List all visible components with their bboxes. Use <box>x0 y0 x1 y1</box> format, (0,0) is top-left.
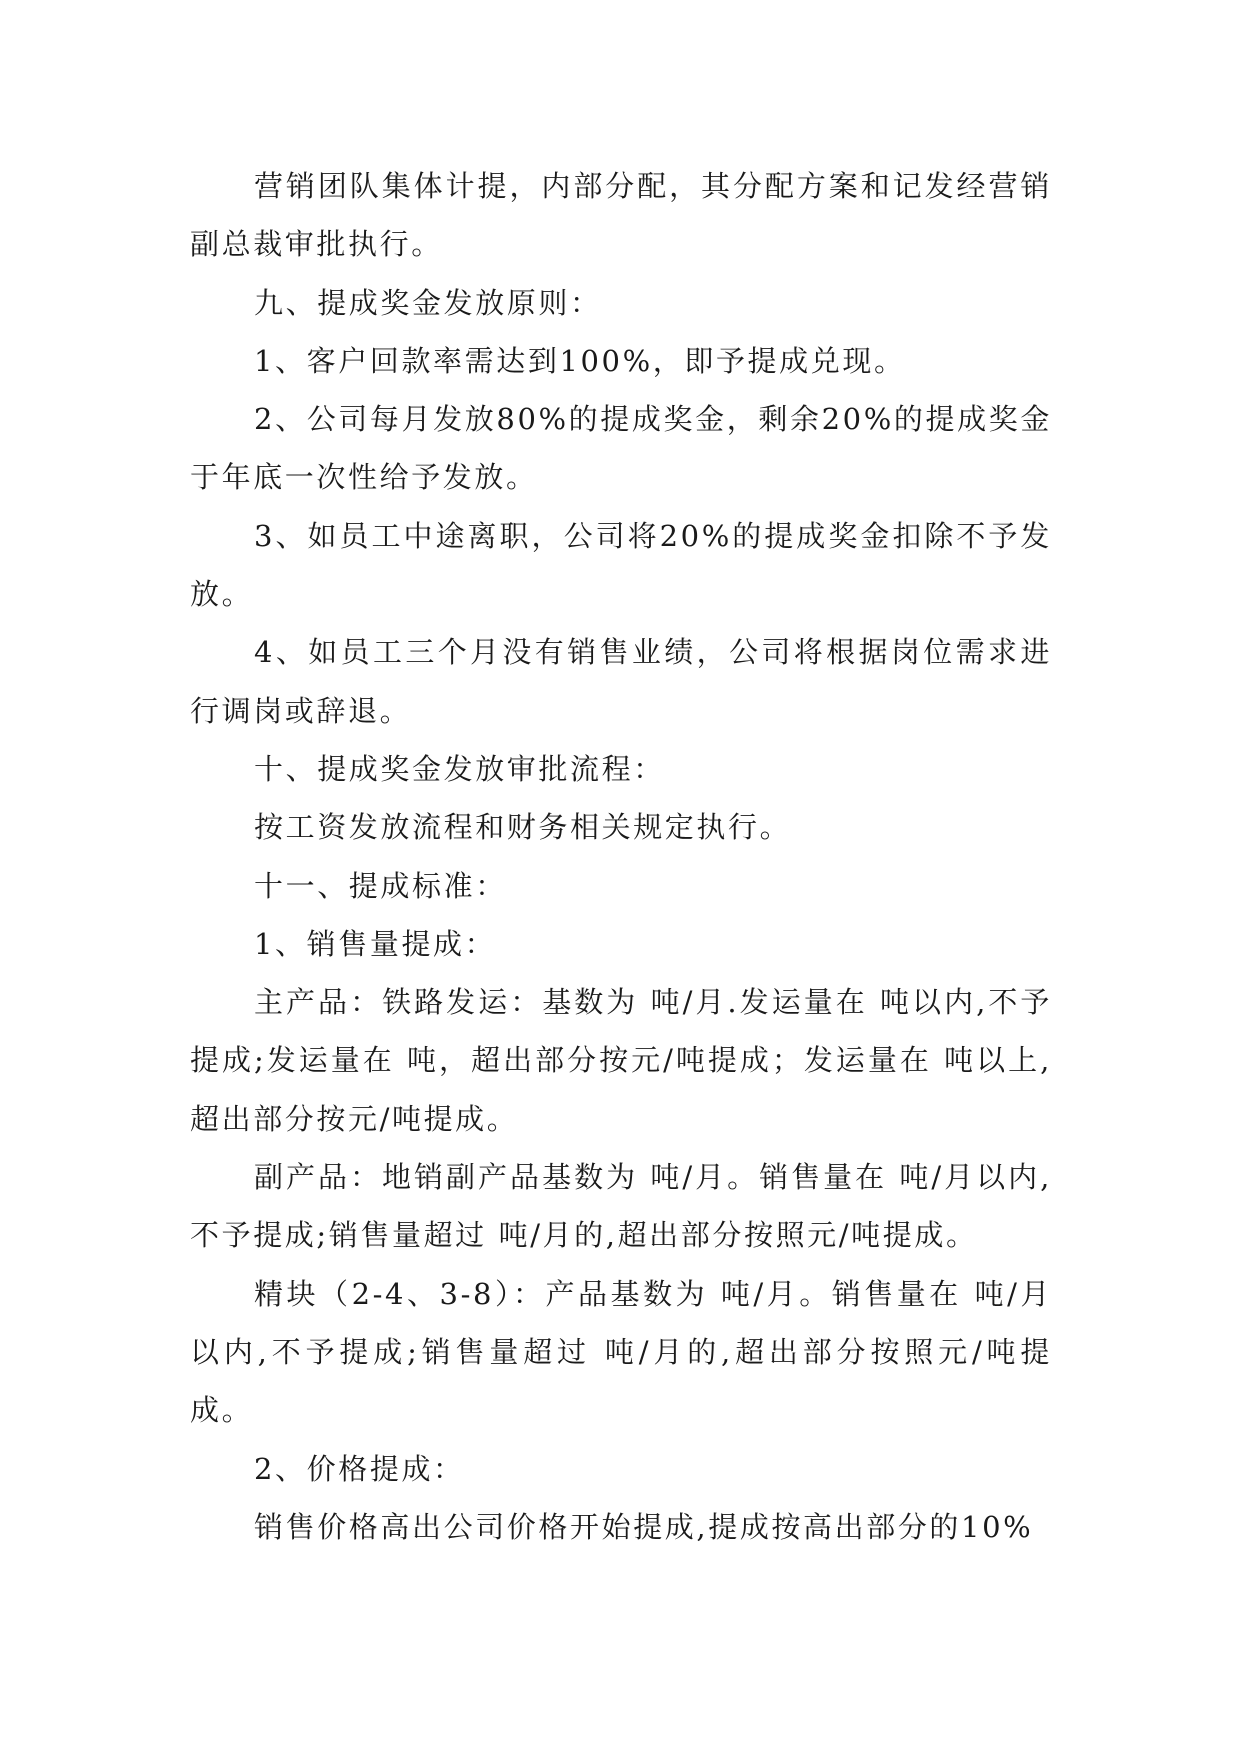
heading-sales-volume-commission: 1、销售量提成： <box>254 926 497 961</box>
heading-commission-standards: 十一、提成标准： <box>254 868 507 903</box>
paragraph-principle-4: 4、如员工三个月没有销售业绩，公司将根据岗位需求进行调岗或辞退。 <box>190 635 1052 728</box>
paragraph-principle-2: 2、公司每月发放80%的提成奖金，剩余20%的提成奖金于年底一次性给予发放。 <box>190 402 1052 495</box>
paragraph-principle-1: 1、客户回款率需达到100%，即予提成兑现。 <box>254 343 906 378</box>
heading-price-commission: 2、价格提成： <box>254 1451 465 1486</box>
paragraph-approval-process: 按工资发放流程和财务相关规定执行。 <box>254 810 792 845</box>
paragraph-main-product: 主产品：铁路发运：基数为 吨/月.发运量在 吨以内,不予提成;发运量在 吨，超出部分按元/吨提成；发运量在 吨以上,超出部分按元/吨提成。 <box>190 985 1052 1136</box>
paragraph-principle-3: 3、如员工中途离职，公司将20%的提成奖金扣除不予发放。 <box>190 518 1052 612</box>
paragraph-price-commission: 销售价格高出公司价格开始提成,提成按高出部分的10% <box>254 1509 1034 1544</box>
paragraph-by-product: 副产品：地销副产品基数为 吨/月。销售量在 吨/月以内,不予提成;销售量超过 吨/月的,超出部分按照元/吨提成。 <box>190 1160 1052 1253</box>
paragraph-fine-block: 精块（2-4、3-8）：产品基数为 吨/月。销售量在 吨/月以内,不予提成;销售量超过 吨/月的,超出部分按照元/吨提成。 <box>190 1276 1052 1428</box>
paragraph-team-allocation: 营销团队集体计提，内部分配，其分配方案和记发经营销副总裁审批执行。 <box>190 169 1052 262</box>
document-body <box>190 157 1052 1556</box>
heading-approval-process: 十、提成奖金发放审批流程： <box>254 751 665 786</box>
heading-bonus-principles: 九、提成奖金发放原则： <box>254 285 602 320</box>
